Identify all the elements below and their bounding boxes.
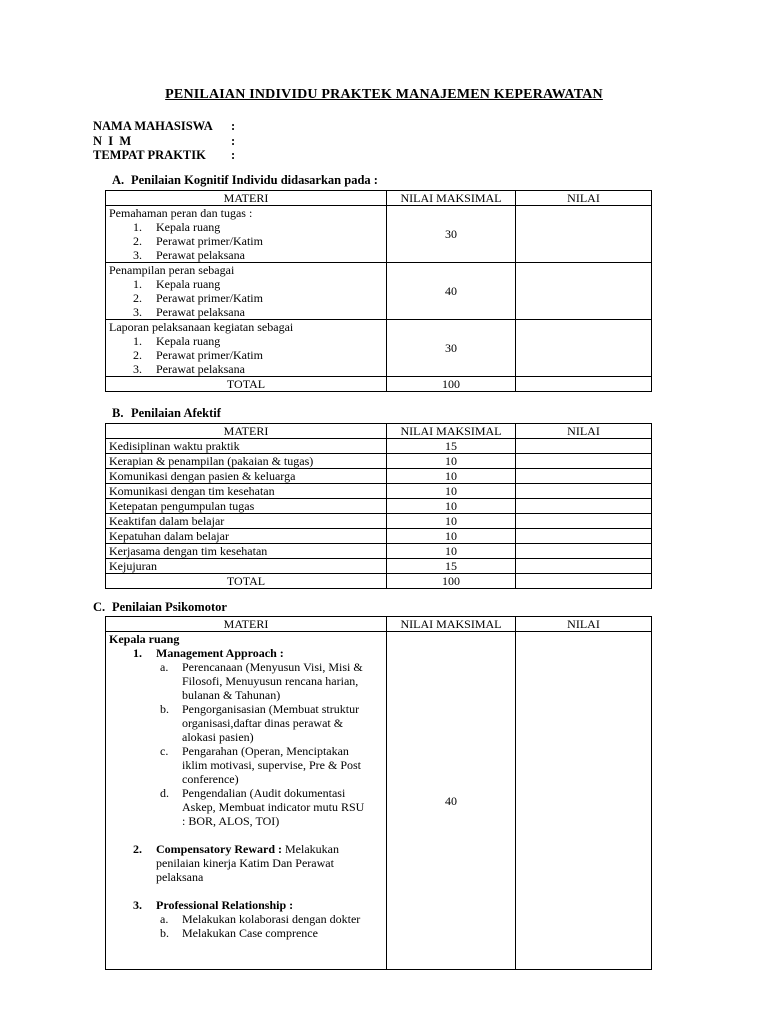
score-cell[interactable] <box>516 544 652 559</box>
header-nilai: NILAI <box>516 617 652 632</box>
materi-cell: Ketepatan pengumpulan tugas <box>106 499 387 514</box>
max-score-cell: 40 <box>387 632 516 970</box>
score-cell[interactable] <box>516 514 652 529</box>
table-row <box>106 529 652 544</box>
section-letter: B. <box>112 406 124 420</box>
section-title: Penilaian Afektif <box>131 406 221 420</box>
student-identity <box>93 119 236 163</box>
max-score-cell: 15 <box>387 559 516 574</box>
section-title: Penilaian Psikomotor <box>112 600 227 614</box>
total-label: TOTAL <box>106 377 387 392</box>
list-item: 2. Perawat primer/Katim <box>133 234 263 248</box>
section-letter: C. <box>93 600 106 614</box>
table-header-row <box>106 191 652 206</box>
group-heading: Pemahaman peran dan tugas : <box>109 206 253 220</box>
document-title: PENILAIAN INDIVIDU PRAKTEK MANAJEMEN KEPERAWATAN <box>165 87 603 102</box>
max-score-cell: 10 <box>387 529 516 544</box>
group-heading: Laporan pelaksanaan kegiatan sebagai <box>109 320 294 334</box>
total-max: 100 <box>387 377 516 392</box>
max-score-cell: 40 <box>387 263 516 320</box>
score-cell[interactable] <box>516 632 652 970</box>
section-b-heading <box>112 406 221 420</box>
identity-nim-row <box>93 133 236 149</box>
sub-item: a. Melakukan kolaborasi dengan dokter <box>160 912 361 926</box>
header-nilai: NILAI <box>516 191 652 206</box>
score-cell[interactable] <box>516 484 652 499</box>
list-item: 1. Kepala ruang <box>133 277 221 291</box>
identity-colon: : <box>231 148 236 162</box>
table-row <box>106 320 652 377</box>
total-row <box>106 377 652 392</box>
header-nilai-maksimal: NILAI MAKSIMAL <box>387 617 516 632</box>
score-cell[interactable] <box>516 499 652 514</box>
materi-cell: Kejujuran <box>106 559 387 574</box>
list-item: 3. Professional Relationship : <box>133 898 294 912</box>
section-a-heading <box>112 173 378 187</box>
list-item: 1. Kepala ruang <box>133 334 221 348</box>
materi-cell: Kepatuhan dalam belajar <box>106 529 387 544</box>
header-materi: MATERI <box>106 424 387 439</box>
identity-colon: : <box>231 119 236 133</box>
list-item: 3. Perawat pelaksana <box>133 248 245 262</box>
sub-item: d. Pengendalian (Audit dokumentasi Askep, Membuat indicator mutu RSU : BOR, ALOS, TOI) <box>160 786 365 828</box>
section-c-table <box>105 616 652 970</box>
materi-cell: Komunikasi dengan pasien & keluarga <box>106 469 387 484</box>
identity-label: TEMPAT PRAKTIK <box>93 148 206 162</box>
table-row <box>106 632 652 970</box>
sub-item: b. Melakukan Case comprence <box>160 926 318 940</box>
list-item: 1. Kepala ruang <box>133 220 221 234</box>
score-cell[interactable] <box>516 206 652 263</box>
score-cell[interactable] <box>516 263 652 320</box>
identity-colon: : <box>231 133 236 148</box>
section-letter: A. <box>112 173 125 187</box>
max-score-cell: 10 <box>387 514 516 529</box>
list-item: 1. Management Approach : <box>133 646 284 660</box>
identity-place-row <box>93 148 236 163</box>
materi-cell <box>106 320 387 377</box>
score-cell[interactable] <box>516 320 652 377</box>
section-a-table <box>105 190 652 392</box>
score-cell[interactable] <box>516 559 652 574</box>
max-score-cell: 10 <box>387 484 516 499</box>
materi-cell <box>106 206 387 263</box>
materi-cell: Komunikasi dengan tim kesehatan <box>106 484 387 499</box>
materi-cell: Kedisiplinan waktu praktik <box>106 439 387 454</box>
table-row <box>106 484 652 499</box>
max-score-cell: 10 <box>387 454 516 469</box>
materi-cell: Keaktifan dalam belajar <box>106 514 387 529</box>
header-nilai-maksimal: NILAI MAKSIMAL <box>387 191 516 206</box>
header-materi: MATERI <box>106 191 387 206</box>
table-row <box>106 544 652 559</box>
section-title: Penilaian Kognitif Individu didasarkan pada : <box>131 173 378 187</box>
total-score-cell[interactable] <box>516 574 652 589</box>
materi-cell: Kerapian & penampilan (pakaian & tugas) <box>106 454 387 469</box>
table-row <box>106 499 652 514</box>
list-item: 3. Perawat pelaksana <box>133 362 245 376</box>
max-score-cell: 10 <box>387 544 516 559</box>
list-item: 2. Perawat primer/Katim <box>133 291 263 305</box>
list-item: 2. Compensatory Reward : Melakukan penilaian kinerja Katim Dan Perawat pelaksana <box>133 842 339 884</box>
total-score-cell[interactable] <box>516 377 652 392</box>
score-cell[interactable] <box>516 469 652 484</box>
score-cell[interactable] <box>516 439 652 454</box>
list-item: 3. Perawat pelaksana <box>133 305 245 319</box>
table-row <box>106 454 652 469</box>
role-heading: Kepala ruang <box>109 632 180 646</box>
score-cell[interactable] <box>516 529 652 544</box>
section-c-heading <box>93 600 227 614</box>
max-score-cell: 10 <box>387 469 516 484</box>
header-nilai-maksimal: NILAI MAKSIMAL <box>387 424 516 439</box>
sub-item: c. Pengarahan (Operan, Menciptakan iklim motivasi, supervise, Pre & Post conference) <box>160 744 361 786</box>
score-cell[interactable] <box>516 454 652 469</box>
identity-name-row <box>93 119 236 134</box>
sub-item: b. Pengorganisasian (Membuat struktur organisasi,daftar dinas perawat & alokasi pasien) <box>160 702 360 744</box>
table-row <box>106 469 652 484</box>
materi-cell <box>106 263 387 320</box>
identity-label: N I M <box>93 133 132 148</box>
table-header-row <box>106 424 652 439</box>
materi-cell: Kerjasama dengan tim kesehatan <box>106 544 387 559</box>
max-score-cell: 30 <box>387 206 516 263</box>
table-row <box>106 439 652 454</box>
total-label: TOTAL <box>106 574 387 589</box>
header-materi: MATERI <box>106 617 387 632</box>
group-heading: Penampilan peran sebagai <box>109 263 235 277</box>
sub-item: a. Perencanaan (Menyusun Visi, Misi & Filosofi, Menuyusun rencana harian, bulanan & Tahunan) <box>160 660 363 702</box>
table-row <box>106 514 652 529</box>
max-score-cell: 30 <box>387 320 516 377</box>
table-row <box>106 559 652 574</box>
max-score-cell: 15 <box>387 439 516 454</box>
table-row <box>106 206 652 263</box>
max-score-cell: 10 <box>387 499 516 514</box>
list-item: 2. Perawat primer/Katim <box>133 348 263 362</box>
total-max: 100 <box>387 574 516 589</box>
materi-cell <box>106 632 387 970</box>
section-b-table <box>105 423 652 589</box>
total-row <box>106 574 652 589</box>
header-nilai: NILAI <box>516 424 652 439</box>
table-row <box>106 263 652 320</box>
table-header-row <box>106 617 652 632</box>
identity-label: NAMA MAHASISWA <box>93 119 213 133</box>
